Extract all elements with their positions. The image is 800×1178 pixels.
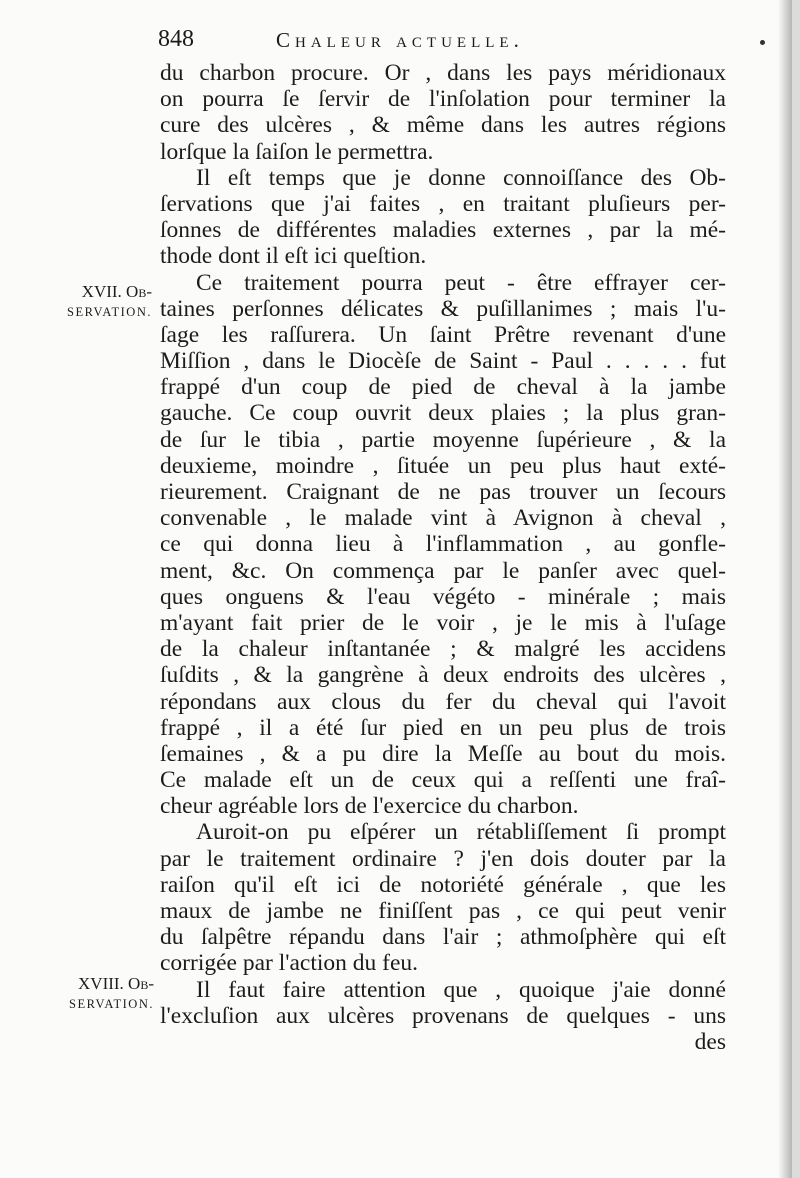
text-line: répondans aux clous du fer du cheval qui l'avoit: [160, 688, 726, 715]
text-line: m'ayant fait prier de le voir , je le mis à l'uſage: [160, 609, 726, 636]
margin-note-label-cont: SERVATION.: [67, 305, 152, 319]
text-line: l'excluſion aux ulcères provenans de quelques - uns: [160, 1002, 726, 1029]
text-line: frappé d'un coup de pied de cheval à la jambe: [160, 374, 726, 401]
text-line: on pourra ſe ſervir de l'inſolation pour terminer la: [160, 86, 726, 113]
text-line: ſonnes de différentes maladies externes , par la mé-: [160, 217, 726, 244]
text-line: thode dont il eſt ici queſtion.: [160, 243, 427, 270]
text-line: de ſur le tibia , partie moyenne ſupérieure , & la: [160, 426, 726, 453]
text-line: par le traitement ordinaire ? j'en dois douter par la: [160, 845, 726, 872]
text-line: deuxieme, moindre , ſituée un peu plus haut exté-: [160, 452, 726, 479]
margin-note-label: XVII. Ob-: [81, 282, 152, 301]
text-line: lorſque la ſaiſon le permettra.: [160, 138, 434, 165]
text-line: ques onguens & l'eau végéto - minérale ; mais: [160, 583, 726, 610]
text-line: Auroit-on pu eſpérer un rétabliſſement ſi prompt: [196, 819, 726, 846]
text-line: cheur agréable lors de l'exercice du charbon.: [160, 793, 579, 820]
text-line: Il faut faire attention que , quoique j'aie donné: [196, 976, 726, 1003]
text-line: taines perſonnes délicates & puſillanimes ; mais l'u-: [160, 295, 726, 322]
page-edge-shadow: [778, 0, 792, 1178]
body-text: [160, 60, 726, 1055]
text-line: convenable , le malade vint à Avignon à cheval ,: [160, 505, 726, 532]
text-line: Ce malade eſt un de ceux qui a reſſenti une fraî-: [160, 767, 726, 794]
text-line: ſage les raſſurera. Un ſaint Prêtre revenant d'une: [160, 321, 726, 348]
text-line: maux de jambe ne finiſſent pas , ce qui peut venir: [160, 898, 726, 924]
text-line: du ſalpêtre répandu dans l'air ; athmoſphère qui eſt: [160, 924, 726, 951]
text-line: gauche. Ce coup ouvrit deux plaies ; la plus gran-: [160, 400, 726, 427]
margin-note-label: XVIII. Ob-: [78, 974, 154, 993]
text-line: ſemaines , & a pu dire la Meſſe au bout du mois.: [160, 740, 726, 767]
page-number: 848: [158, 26, 194, 52]
margin-note-label-cont: SERVATION.: [69, 997, 154, 1011]
text-line: du charbon procure. Or , dans les pays méridionaux: [160, 60, 726, 86]
text-line: ce qui donna lieu à l'inflammation , au gonfle-: [160, 531, 726, 558]
text-line: rieurement. Craignant de ne pas trouver un ſecours: [160, 479, 726, 505]
text-line: frappé , il a été ſur pied en un peu plus de trois: [160, 714, 726, 741]
text-line: corrigée par l'action du feu.: [160, 950, 419, 977]
catchword: des: [694, 1028, 726, 1055]
text-line: cure des ulcères , & même dans les autres régions: [160, 112, 726, 139]
running-title: Chaleur actuelle.: [276, 28, 524, 52]
text-line: ſervations que j'ai faites , en traitant pluſieurs per-: [160, 190, 726, 217]
text-line: Il eſt temps que je donne connoiſſance des Ob-: [196, 164, 726, 191]
page-header: [158, 26, 718, 60]
text-line: Ce traitement pourra peut - être effrayer cer-: [196, 269, 726, 296]
margin-note-observation-18: [40, 973, 154, 1015]
margin-note-observation-17: [40, 281, 152, 323]
text-line: ſuſdits , & la gangrène à deux endroits des ulcères ,: [160, 662, 726, 689]
text-line: ment, &c. On commença par le panſer avec quel-: [160, 557, 726, 584]
text-line: Miſſion , dans le Diocèſe de Saint - Paul . . . . . fut: [160, 348, 726, 375]
text-line: de la chaleur inſtantanée ; & malgré les accidens: [160, 636, 726, 663]
ink-dot-mark: [760, 40, 765, 45]
text-line: raiſon qu'il eſt ici de notoriété générale , que les: [160, 871, 726, 898]
